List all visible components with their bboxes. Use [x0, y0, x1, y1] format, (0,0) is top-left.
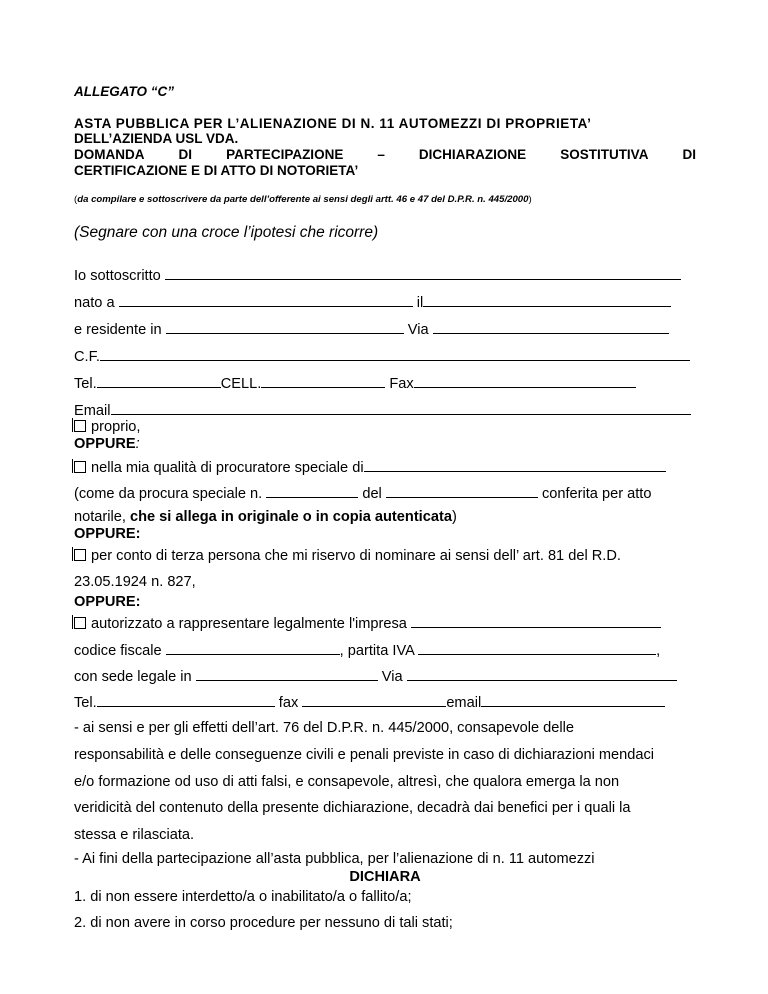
row-notarile: notarile, che si allega in originale o in copia autenticata) — [74, 509, 457, 525]
procuratore-field[interactable] — [364, 458, 666, 472]
title-word: DOMANDA — [74, 147, 145, 162]
row-cf: C.F. — [74, 347, 696, 365]
instruction-text: (Segnare con una croce l’ipotesi che ricorre) — [74, 224, 379, 241]
body-line-6: - Ai fini della partecipazione all’asta pubblica, per l’alienazione di n. 11 automezzi — [74, 851, 595, 867]
body-line-1: - ai sensi e per gli effetti dell’art. 76 del D.P.R. n. 445/2000, consapevole delle — [74, 720, 575, 736]
title-line-2: DELL’AZIENDA USL VDA. — [74, 131, 239, 146]
oppure-label-2: OPPURE: — [74, 526, 141, 542]
row-procura: (come da procura speciale n. del conferita per atto — [74, 486, 652, 502]
declaration-item-1: 1. di non essere interdetto/a o inabilitato/a o fallito/a; — [74, 889, 412, 905]
option-impresa: autorizzato a rappresentare legalmente l'impresa — [74, 614, 696, 632]
declaration-item-2: 2. di non avere in corso procedure per nessuno di tali stati; — [74, 915, 453, 931]
row-sottoscritto: Io sottoscritto — [74, 266, 696, 284]
title-word: DICHIARAZIONE — [418, 147, 527, 162]
title-word: DI — [682, 147, 696, 162]
sede-city-field[interactable] — [196, 667, 378, 681]
sede-street-field[interactable] — [407, 667, 677, 681]
checkbox-impresa[interactable] — [74, 617, 86, 629]
allegato-label: ALLEGATO “C” — [74, 84, 174, 99]
option-procuratore: nella mia qualità di procuratore speciale di — [74, 458, 696, 476]
codice-fiscale-field[interactable] — [166, 641, 340, 655]
body-line-5: stessa e rilasciata. — [74, 827, 195, 843]
row-terza-b: 23.05.1924 n. 827, — [74, 574, 196, 590]
impresa-fax-field[interactable] — [302, 693, 446, 707]
impresa-field[interactable] — [411, 614, 661, 628]
residence-street-field[interactable] — [433, 320, 669, 334]
note-text: da compilare e sottoscrivere da parte dell’offerente ai sensi degli artt. 46 e 47 del D.P.R. n. 445/2000 — [77, 194, 529, 205]
row-email: Email — [74, 401, 696, 419]
row-contacts: Tel. CELL. Fax — [74, 374, 696, 392]
title-line-1: ASTA PUBBLICA PER L’ALIENAZIONE DI N. 11 AUTOMEZZI DI PROPRIETA’ — [74, 116, 592, 131]
compilation-note: (da compilare e sottoscrivere da parte dell’offerente ai sensi degli artt. 46 e 47 del D.P.R. n. 445/2000) — [74, 194, 532, 205]
body-line-2: responsabilità e delle conseguenze civili e penali previste in caso di dichiarazioni mendaci — [74, 747, 655, 763]
checkbox-procuratore[interactable] — [74, 461, 86, 473]
procura-number-field[interactable] — [266, 484, 358, 498]
body-line-3: e/o formazione od uso di atti falsi, e consapevole, altresì, che qualora emerga la non — [74, 774, 620, 790]
oppure-label-3: OPPURE: — [74, 594, 141, 610]
title-line-3 — [74, 147, 696, 162]
impresa-email-field[interactable] — [481, 693, 665, 707]
impresa-phone-field[interactable] — [97, 693, 275, 707]
title-word: PARTECIPAZIONE — [226, 147, 344, 162]
partita-iva-field[interactable] — [418, 641, 656, 655]
checkbox-terza-persona[interactable] — [74, 549, 86, 561]
title-word: SOSTITUTIVA — [560, 147, 649, 162]
row-nascita: nato a il — [74, 293, 696, 311]
title-line-4: CERTIFICAZIONE E DI ATTO DI NOTORIETA’ — [74, 163, 359, 178]
option-proprio: proprio, — [74, 419, 696, 435]
dichiara-heading: DICHIARA — [349, 869, 421, 885]
body-line-4: veridicità del contenuto della presente dichiarazione, decadrà dai benefici per i quali la — [74, 800, 631, 816]
row-residenza: e residente in Via — [74, 320, 696, 338]
checkbox-proprio[interactable] — [74, 420, 86, 432]
birthdate-field[interactable] — [423, 293, 671, 307]
birthplace-field[interactable] — [119, 293, 413, 307]
title-word: – — [377, 147, 385, 162]
row-codice-fiscale: codice fiscale , partita IVA , — [74, 643, 661, 659]
email-field[interactable] — [111, 401, 691, 415]
procura-date-field[interactable] — [386, 484, 538, 498]
row-impresa-contacts: Tel. fax email — [74, 693, 696, 711]
residence-city-field[interactable] — [166, 320, 404, 334]
mobile-field[interactable] — [261, 374, 385, 388]
fax-field[interactable] — [414, 374, 636, 388]
name-field[interactable] — [165, 266, 681, 280]
tax-code-field[interactable] — [100, 347, 690, 361]
row-sede: con sede legale in Via — [74, 667, 696, 685]
title-word: DI — [178, 147, 193, 162]
phone-field[interactable] — [97, 374, 221, 388]
option-terza-persona: per conto di terza persona che mi riservo di nominare ai sensi dell’ art. 81 del R.D. — [74, 548, 696, 564]
oppure-label-1: OPPURE: — [74, 436, 140, 452]
